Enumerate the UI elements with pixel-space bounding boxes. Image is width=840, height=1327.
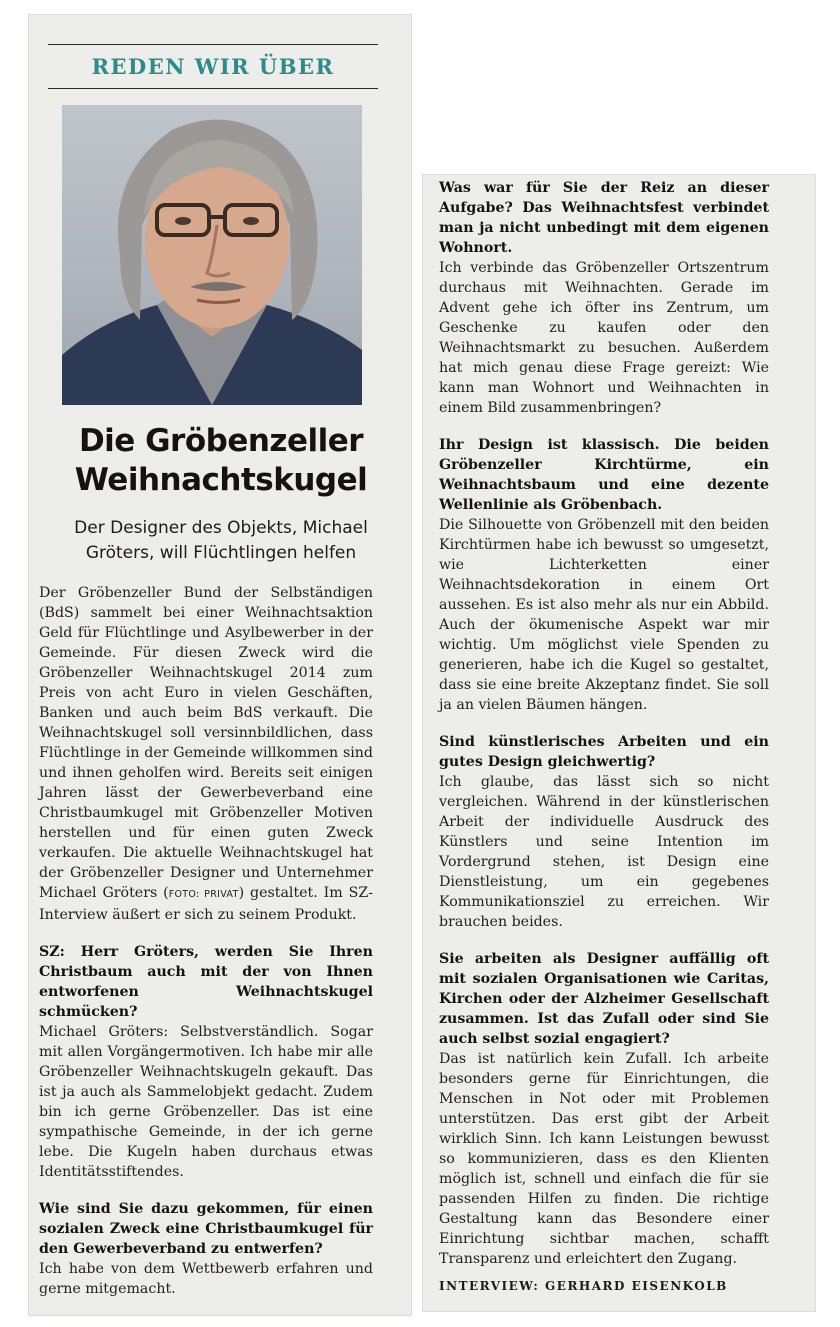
intro-text: Der Gröbenzeller Bund der Selbständigen (BdS) sammelt bei einer Weihnachtsaktion Geld für Flüchtlinge und Asylbewerber in der Gemeinde. Für diesen Zweck wird die Gröbenzeller Weihnachtskugel 2014 zum Preis von acht Euro in vielen Geschäften, Banken und auch beim BdS verkauft. Die Weihnachtskugel soll versinnbildlichen, dass Flüchtlinge in der Gemeinde willkommen sind und ihnen geholfen wird. Bereits seit einigen Jahren lässt der Gewerbeverband eine Christbaumkugel mit Gröbenzeller Motiven herstellen und für einen guten Zweck verkaufen. Die aktuelle Weihnachtskugel hat der Gröbenzeller Designer und Unternehmer Michael Gröters ( bbox=[39, 585, 373, 901]
kicker-rule-bottom bbox=[48, 88, 378, 89]
intro-paragraph bbox=[39, 583, 373, 925]
interview-byline: INTERVIEW: GERHARD EISENKOLB bbox=[439, 1279, 728, 1293]
kicker-rule-top bbox=[48, 44, 378, 45]
left-column bbox=[39, 583, 373, 1299]
answer-5: Ich glaube, das lässt sich so nicht vergleichen. Während in der künstlerischen Arbeit der individuelle Ausdruck des Künstlers und seine Intention im Vordergrund stehen, ist Design eine Dienstleistung, um ein gegebenes Kommunikationsziel zu erreichen. Wir brauchen beides. bbox=[439, 774, 769, 930]
answer-6: Das ist natürlich kein Zufall. Ich arbeite besonders gerne für Einrichtungen, die Menschen in Not oder mit Problemen unterstützen. Das erst gibt der Arbeit wirklich Sinn. Ich kann Leistungen bewusst so kommunizieren, dass es den Klienten möglich ist, schnell und einfach die für sie passenden Hilfen zu finden. Die richtige Gestaltung kann das Besondere einer Einrichtung sichtbar machen, schafft Transparenz und erleichtert den Zugang. bbox=[439, 1051, 769, 1267]
answer-1: Michael Gröters: Selbstverständlich. Sogar mit allen Vorgängermotiven. Ich habe mir alle Gröbenzeller Weihnachtskugeln gekauft. Das ist ja auch als Sammelobjekt gedacht. Zudem bin ich gerne Gröbenzeller. Das ist eine sympathische Gemeinde, in der ich gerne lebe. Die Kugeln haben durchaus etwas Identitätsstiftendes. bbox=[39, 1024, 373, 1180]
photo-credit: FOTO: PRIVAT bbox=[168, 889, 239, 900]
subhead-line-1: Der Designer des Objekts, Michael bbox=[74, 518, 368, 538]
headline-line-1: Die Gröbenzeller bbox=[78, 423, 364, 459]
question-3: Was war für Sie der Reiz an dieser Aufgabe? Das Weihnachtsfest verbindet man ja nicht unbedingt mit dem eigenen Wohnort. bbox=[439, 180, 769, 256]
answer-3: Ich verbinde das Gröbenzeller Ortszentrum durchaus mit Weihnachten. Gerade im Advent gehe ich öfter ins Zentrum, um Geschenke zu kaufen oder den Weihnachtsmarkt zu besuchen. Außerdem hat mich genau diese Frage gereizt: Wie kann man Wohnort und Weihnachten in einem Bild zusammenbringen? bbox=[439, 260, 769, 416]
question-2: Wie sind Sie dazu gekommen, für einen sozialen Zweck eine Christbaumkugel für den Gewerbeverband zu entwerfen? bbox=[39, 1201, 373, 1257]
headline-line-2: Weihnachtskugel bbox=[74, 462, 368, 498]
article-headline bbox=[36, 422, 406, 500]
right-column bbox=[439, 178, 769, 1269]
question-1: SZ: Herr Gröters, werden Sie Ihren Christbaum auch mit der von Ihnen entworfenen Weihnachtskugel schmücken? bbox=[39, 944, 373, 1020]
portrait-photo bbox=[62, 105, 362, 405]
article-subhead bbox=[36, 516, 406, 566]
section-kicker: REDEN WIR ÜBER bbox=[91, 54, 335, 79]
question-4: Ihr Design ist klassisch. Die beiden Gröbenzeller Kirchtürme, ein Weihnachtsbaum und eine dezente Wellenlinie als Gröbenbach. bbox=[439, 437, 769, 513]
answer-2: Ich habe von dem Wettbewerb erfahren und gerne mitgemacht. bbox=[39, 1261, 373, 1297]
question-5: Sind künstlerisches Arbeiten und ein gutes Design gleichwertig? bbox=[439, 734, 769, 770]
intro-text-end: ) gestaltet. Im SZ-Interview äußert er sich zu seinem Produkt. bbox=[39, 885, 373, 923]
answer-4: Die Silhouette von Gröbenzell mit den beiden Kirchtürmen habe ich bewusst so umgesetzt, wie Lichterketten einer Weihnachtsdekoration in einem Ort aussehen. Es ist also mehr als nur ein Abbild. Auch der ökumenische Aspekt war mir wichtig. Um möglichst viele Spenden zu generieren, habe ich die Kugel so gestaltet, dass sie eine breite Akzeptanz findet. Sie soll ja an vielen Bäumen hängen. bbox=[439, 517, 769, 713]
subhead-line-2: Gröters, will Flüchtlingen helfen bbox=[85, 543, 357, 563]
portrait-illustration bbox=[62, 105, 362, 405]
question-6: Sie arbeiten als Designer auffällig oft mit sozialen Organisationen wie Caritas, Kirchen oder der Alzheimer Gesellschaft zusammen. Ist das Zufall oder sind Sie auch selbst sozial engagiert? bbox=[439, 951, 769, 1047]
